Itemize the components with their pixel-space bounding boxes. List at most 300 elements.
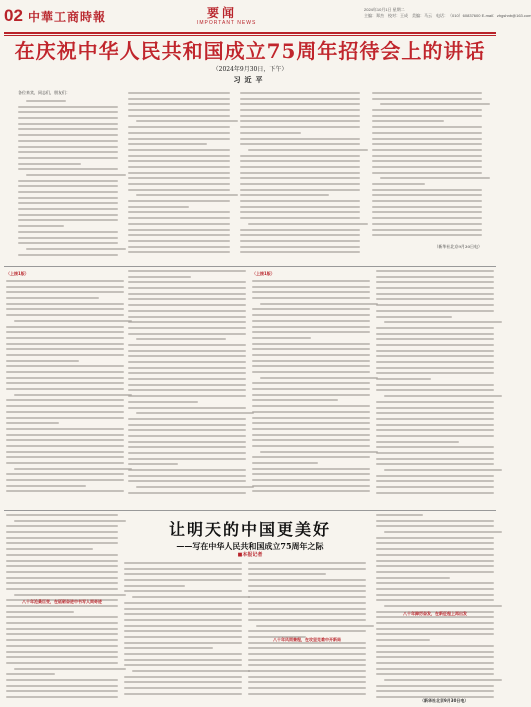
text-line — [136, 120, 238, 122]
text-line — [124, 687, 242, 689]
text-line — [372, 132, 482, 134]
text-line — [18, 254, 118, 256]
text-line — [380, 177, 490, 179]
text-line — [376, 361, 494, 363]
text-line — [252, 422, 370, 424]
text-line — [252, 314, 370, 316]
speech-col-4 — [372, 92, 482, 242]
text-line — [128, 378, 246, 380]
text-line — [248, 664, 366, 666]
text-line — [128, 246, 230, 248]
text-line — [124, 664, 242, 666]
text-line — [240, 251, 360, 253]
text-line — [376, 298, 494, 300]
text-line — [18, 185, 118, 187]
feature-col-2 — [124, 562, 242, 704]
text-line — [376, 582, 494, 584]
text-line — [372, 211, 482, 213]
text-line — [372, 92, 482, 94]
text-line — [128, 143, 207, 145]
text-line — [376, 304, 494, 306]
text-line — [6, 525, 118, 527]
masthead-rule-thin — [4, 35, 496, 36]
text-line — [6, 303, 124, 305]
text-line — [128, 424, 246, 426]
masthead-rule — [4, 32, 496, 34]
text-line — [6, 679, 118, 681]
text-line — [376, 548, 494, 550]
text-line — [6, 662, 118, 664]
text-line — [384, 469, 502, 471]
text-line — [136, 194, 238, 196]
text-line — [376, 662, 494, 664]
text-line — [6, 365, 124, 367]
text-line — [252, 365, 370, 367]
cont-col-3 — [252, 280, 370, 502]
text-line — [26, 100, 66, 102]
text-line — [124, 568, 242, 570]
text-line — [376, 316, 452, 318]
text-line — [128, 223, 230, 225]
text-line — [252, 348, 370, 350]
text-line — [372, 126, 482, 128]
text-line — [128, 287, 246, 289]
text-line — [124, 653, 242, 655]
text-line — [376, 378, 431, 380]
text-line — [240, 194, 329, 196]
text-line — [240, 172, 360, 174]
text-line — [136, 338, 226, 340]
text-line — [252, 354, 370, 356]
text-line — [6, 377, 124, 379]
text-line — [260, 451, 378, 453]
text-line — [128, 395, 246, 397]
text-line — [376, 333, 494, 335]
text-line — [6, 417, 124, 419]
text-line — [248, 670, 366, 672]
text-line — [18, 168, 118, 170]
text-line — [372, 234, 482, 236]
text-line — [372, 143, 482, 145]
text-line — [376, 327, 494, 329]
text-line — [376, 599, 494, 601]
text-line — [240, 200, 360, 202]
text-line — [376, 571, 494, 573]
text-line — [252, 394, 370, 396]
text-line — [6, 399, 124, 401]
text-line — [6, 291, 124, 293]
section-name-en: IMPORTANT NEWS — [197, 20, 257, 26]
text-line — [132, 670, 250, 672]
issue-date: 2024年10月1日 星期二 — [364, 7, 405, 12]
text-line — [18, 140, 118, 142]
text-line — [372, 206, 482, 208]
text-line — [252, 343, 370, 345]
text-line — [128, 217, 230, 219]
text-line — [128, 333, 246, 335]
text-line — [252, 337, 311, 339]
text-line — [372, 120, 444, 122]
dateline — [364, 7, 531, 19]
text-line — [376, 293, 494, 295]
text-line — [6, 405, 124, 407]
text-line — [18, 134, 118, 136]
text-line — [384, 321, 502, 323]
cont-col-2 — [128, 270, 246, 502]
text-line — [240, 234, 360, 236]
text-line — [376, 492, 494, 494]
text-line — [372, 194, 482, 196]
text-line — [128, 441, 246, 443]
text-line — [6, 451, 124, 453]
text-line — [128, 172, 230, 174]
text-line — [128, 361, 246, 363]
text-line — [6, 280, 124, 282]
text-line — [376, 372, 494, 374]
text-line — [18, 197, 118, 199]
text-line — [376, 435, 494, 437]
text-line — [376, 355, 494, 357]
speech-col-1 — [18, 100, 118, 260]
text-line — [240, 92, 360, 94]
text-line — [376, 673, 494, 675]
text-line — [6, 371, 124, 373]
text-line — [6, 411, 124, 413]
divider-2 — [4, 510, 496, 511]
text-line — [240, 206, 360, 208]
text-line — [252, 479, 370, 481]
text-line — [128, 435, 246, 437]
text-line — [124, 636, 242, 638]
text-line — [6, 331, 124, 333]
text-line — [128, 407, 246, 409]
text-line — [240, 120, 360, 122]
text-line — [6, 445, 124, 447]
text-line — [6, 633, 118, 635]
text-line — [128, 109, 230, 111]
text-line — [128, 384, 246, 386]
text-line — [252, 405, 370, 407]
feature-section-head-3: 八十年踔厉奋发，在新征程上再出发 — [403, 611, 467, 616]
text-line — [372, 109, 482, 111]
text-line — [18, 214, 118, 216]
text-line — [376, 480, 494, 482]
text-line — [18, 163, 81, 165]
text-line — [372, 200, 482, 202]
text-line — [252, 280, 370, 282]
text-line — [128, 310, 246, 312]
text-line — [248, 596, 366, 598]
text-line — [6, 645, 118, 647]
feature-col-right — [376, 514, 494, 704]
text-line — [252, 473, 370, 475]
text-line — [6, 382, 124, 384]
text-line — [128, 155, 230, 157]
feature-title: 让明天的中国更美好 — [168, 520, 331, 539]
text-line — [252, 490, 370, 492]
text-line — [6, 673, 55, 675]
text-line — [240, 155, 360, 157]
text-line — [376, 486, 494, 488]
text-line — [376, 287, 494, 289]
text-line — [14, 394, 132, 396]
text-line — [252, 485, 370, 487]
text-line — [128, 344, 246, 346]
text-line — [376, 577, 450, 579]
text-line — [6, 434, 124, 436]
text-line — [372, 183, 425, 185]
text-line — [6, 343, 124, 345]
text-line — [384, 395, 502, 397]
text-line — [18, 106, 118, 108]
feature-subtitle: ——写在中华人民共和国成立75周年之际 — [176, 541, 324, 551]
text-line — [6, 588, 118, 590]
text-line — [18, 242, 118, 244]
text-line — [376, 429, 494, 431]
text-line — [128, 115, 230, 117]
text-line — [376, 645, 494, 647]
text-line — [252, 371, 370, 373]
text-line — [14, 520, 126, 522]
text-line — [248, 676, 366, 678]
text-line — [128, 372, 246, 374]
text-line — [18, 151, 118, 153]
text-line — [6, 326, 124, 328]
text-line — [6, 611, 74, 613]
text-line — [372, 217, 482, 219]
text-line — [128, 200, 230, 202]
text-line — [248, 608, 366, 610]
text-line — [18, 180, 118, 182]
text-line — [248, 590, 366, 592]
text-line — [18, 237, 118, 239]
text-line — [380, 103, 490, 105]
text-line — [6, 314, 124, 316]
text-line — [252, 445, 370, 447]
text-line — [240, 115, 360, 117]
text-line — [124, 659, 242, 661]
text-line — [128, 166, 230, 168]
paper-name: 中華工商時報 — [28, 10, 107, 24]
text-line — [128, 480, 246, 482]
text-line — [260, 303, 378, 305]
text-line — [124, 693, 242, 695]
text-line — [124, 602, 242, 604]
text-line — [372, 223, 482, 225]
text-line — [376, 639, 430, 641]
text-line — [376, 338, 494, 340]
text-line — [372, 172, 482, 174]
text-line — [376, 441, 459, 443]
section-name: 要闻 — [207, 6, 238, 20]
text-line — [6, 537, 118, 539]
text-line — [128, 229, 230, 231]
text-line — [240, 217, 360, 219]
text-line — [128, 355, 246, 357]
text-line — [6, 577, 118, 579]
text-line — [26, 248, 126, 250]
text-line — [248, 585, 366, 587]
text-line — [384, 679, 502, 681]
text-line — [124, 630, 242, 632]
text-line — [376, 668, 494, 670]
text-line — [376, 407, 494, 409]
page-number: 02 — [4, 6, 23, 25]
text-line — [248, 647, 366, 649]
text-line — [376, 560, 494, 562]
text-line — [256, 625, 374, 627]
text-line — [252, 399, 338, 401]
article-subhead: （2024年9月30日，下午） — [212, 66, 288, 73]
text-line — [240, 211, 360, 213]
text-line — [6, 490, 124, 492]
text-line — [376, 594, 494, 596]
text-line — [128, 429, 246, 431]
text-line — [6, 354, 124, 356]
text-line — [128, 281, 246, 283]
text-line — [6, 542, 118, 544]
text-line — [124, 608, 242, 610]
text-line — [376, 520, 494, 522]
text-line — [376, 281, 494, 283]
text-line — [128, 298, 246, 300]
text-line — [6, 554, 118, 556]
text-line — [252, 286, 370, 288]
text-line — [18, 111, 118, 113]
text-line — [248, 630, 366, 632]
text-line — [376, 458, 494, 460]
text-line — [18, 146, 118, 148]
speech-closing: （新华社北京9月30日电） — [434, 244, 482, 249]
text-line — [6, 651, 118, 653]
text-line — [376, 565, 494, 567]
text-line — [6, 360, 79, 362]
text-line — [6, 696, 118, 698]
text-line — [240, 109, 360, 111]
text-line — [6, 565, 118, 567]
text-line — [240, 160, 360, 162]
text-line — [6, 456, 124, 458]
text-line — [252, 291, 370, 293]
text-line — [128, 211, 230, 213]
text-line — [14, 668, 126, 670]
text-line — [240, 166, 360, 168]
text-line — [252, 468, 370, 470]
text-line — [128, 92, 230, 94]
text-line — [252, 439, 370, 441]
text-line — [6, 422, 59, 424]
feature-section-head-2: 八十年风雨兼程，在攻坚克难中开新局 — [273, 637, 341, 642]
text-line — [372, 98, 482, 100]
text-line — [128, 492, 246, 494]
text-line — [6, 560, 118, 562]
text-line — [252, 428, 370, 430]
text-line — [124, 573, 242, 575]
text-line — [372, 115, 482, 117]
text-line — [376, 344, 494, 346]
text-line — [376, 525, 494, 527]
text-line — [240, 246, 360, 248]
text-line — [376, 384, 494, 386]
text-line — [6, 514, 118, 516]
text-line — [240, 103, 360, 105]
text-line — [376, 514, 423, 516]
speech-opening: 各位来宾，同志们，朋友们： — [18, 90, 70, 95]
text-line — [372, 138, 482, 140]
text-line — [372, 229, 482, 231]
text-line — [252, 382, 370, 384]
text-line — [252, 326, 370, 328]
text-line — [128, 251, 230, 253]
text-line — [124, 619, 242, 621]
text-line — [128, 183, 230, 185]
text-line — [128, 458, 246, 460]
text-line — [376, 412, 494, 414]
text-line — [376, 389, 494, 391]
text-line — [14, 468, 132, 470]
text-line — [240, 138, 360, 140]
text-line — [376, 651, 494, 653]
text-line — [128, 206, 189, 208]
text-line — [376, 350, 494, 352]
text-line — [248, 573, 326, 575]
cont-col-1 — [6, 280, 124, 502]
text-line — [252, 388, 370, 390]
text-line — [240, 229, 360, 231]
feature-author: ■本报记者 — [237, 552, 263, 558]
text-line — [376, 628, 494, 630]
text-line — [14, 320, 132, 322]
text-line — [376, 418, 494, 420]
article-headline: 在庆祝中华人民共和国成立75周年招待会上的讲话 — [14, 39, 486, 63]
text-line — [124, 676, 242, 678]
text-line — [248, 149, 368, 151]
text-line — [376, 463, 494, 465]
text-line — [124, 613, 242, 615]
text-line — [384, 531, 502, 533]
text-line — [248, 653, 366, 655]
text-line — [376, 588, 494, 590]
text-line — [376, 542, 494, 544]
text-line — [128, 98, 230, 100]
text-line — [376, 537, 494, 539]
text-line — [128, 321, 246, 323]
text-line — [376, 475, 494, 477]
text-line — [124, 642, 242, 644]
text-line — [18, 225, 64, 227]
text-line — [124, 562, 242, 564]
text-line — [124, 681, 242, 683]
continuation-label-1: （上接1版） — [6, 271, 29, 276]
feature-col-left — [6, 514, 118, 704]
feature-section-head-1: 八十年沧桑巨变，在砥砺奋进中书写人间奇迹 — [22, 599, 102, 604]
text-line — [128, 132, 230, 134]
text-line — [260, 377, 378, 379]
text-line — [6, 439, 124, 441]
text-line — [124, 590, 242, 592]
text-line — [6, 582, 118, 584]
text-line — [128, 270, 246, 272]
text-line — [128, 316, 246, 318]
text-line — [6, 628, 118, 630]
article-author: 习近平 — [233, 75, 267, 84]
text-line — [252, 308, 370, 310]
text-line — [372, 160, 482, 162]
text-line — [128, 126, 230, 128]
text-line — [6, 473, 124, 475]
text-line — [240, 143, 360, 145]
continuation-label-2: （上接1版） — [252, 271, 275, 276]
